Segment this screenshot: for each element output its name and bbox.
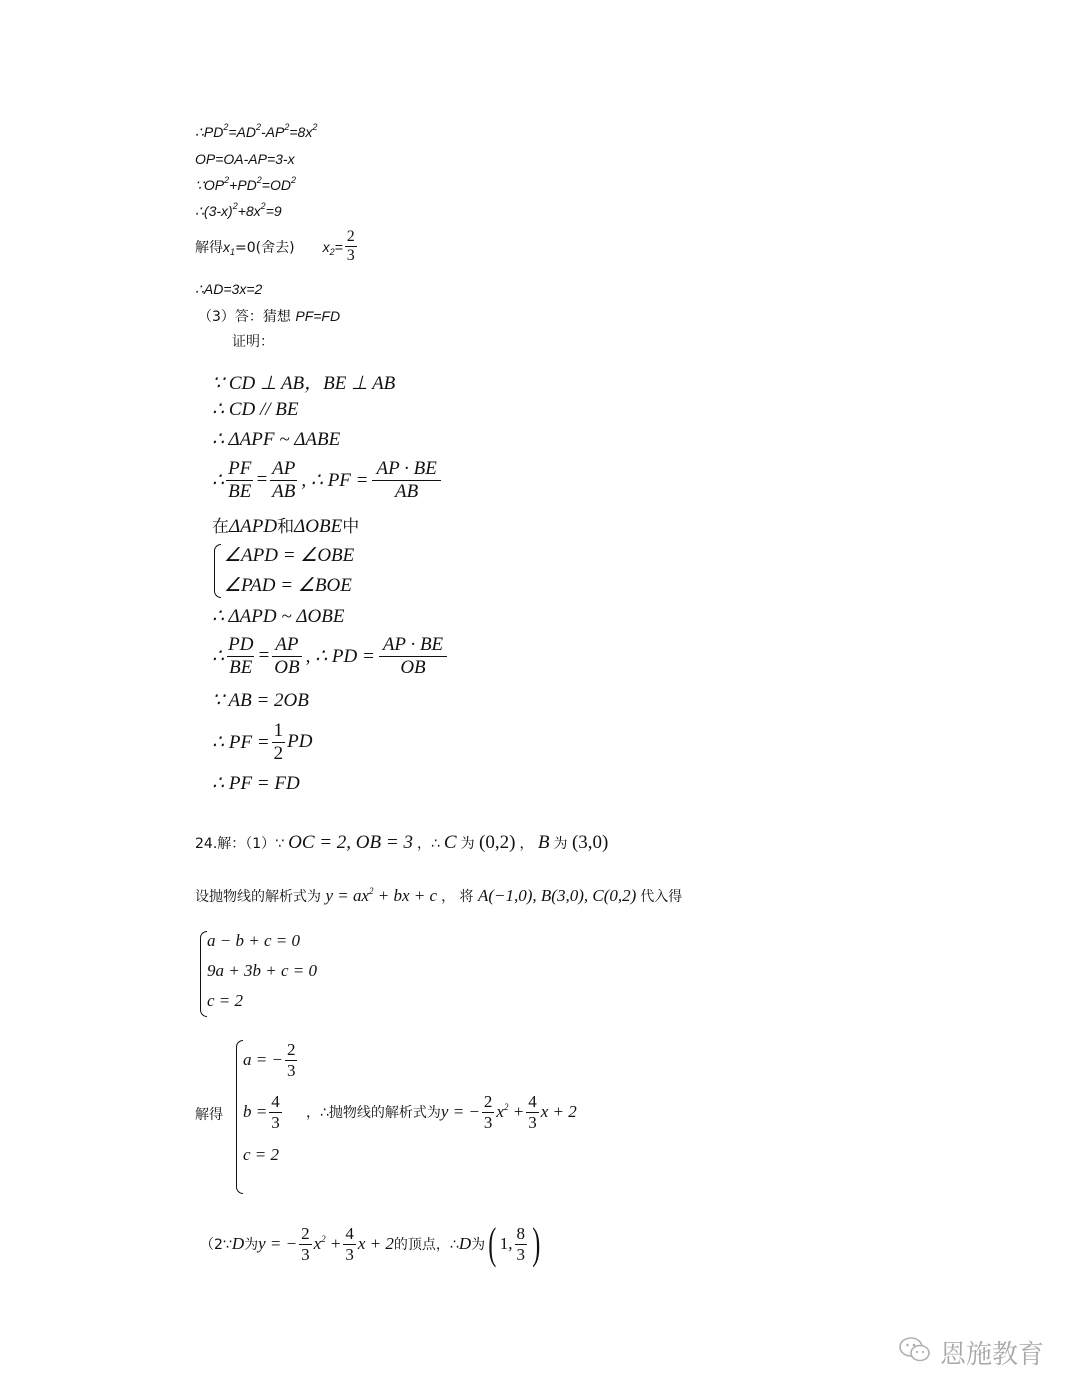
proof-conclusion: ∴ PF = FD: [212, 773, 300, 794]
proof-step-1: ∵ CD ⊥ AB，BE ⊥ AB: [212, 373, 396, 394]
result-b: b = $\frac{4}{3}$: [243, 1092, 280, 1132]
line-solve-x: 解得 $x_1=0$(舍去) $x_2=$ $\frac{2}{3}$: [195, 228, 355, 265]
system-brace: [214, 544, 221, 598]
line-ad-result: ∴AD=3x=2: [195, 281, 263, 297]
q24-line-2: 设抛物线的解析式为 $y = ax^2$ + bx + c ， 将 A(−1,0), B(3,0), C(0,2) 代入得: [195, 886, 683, 905]
part3-heading: （3）答：猜想 PF=FD: [198, 308, 341, 325]
line-pythagoras: $\because OP^2+PD^2=OD^2$: [195, 175, 296, 193]
system-brace-2: [200, 931, 207, 1017]
proof-step-3: ∴ ΔAPF ~ ΔABE: [212, 429, 341, 450]
proof-step-10: ∴ PF = $\frac{1}{2}$ PD: [212, 720, 313, 764]
proof-step-5: 在ΔAPD和ΔOBE中: [212, 516, 360, 537]
proof-step-9: ∵ AB = 2OB: [212, 690, 309, 711]
angle-eq-2: ∠PAD = ∠BOE: [224, 575, 352, 596]
system-eq-2: 9a + 3b + c = 0: [207, 961, 317, 980]
proof-step-7: ∴ ΔAPD ~ ΔOBE: [212, 606, 345, 627]
proof-step-4: ∴ $\frac{PF}{BE}$ = $\frac{AP}{AB}$ , ∴ PF = $\frac{AP \cdot BE}{AB}$: [212, 458, 441, 503]
q24-line-1: 24.解：（1）∵ OC = 2, OB = 3 ，∴ C 为 (0,2) ， B 为 (3,0): [195, 832, 609, 853]
watermark: [898, 1334, 1044, 1371]
system-eq-1: a − b + c = 0: [207, 931, 300, 950]
result-a: a = − $\frac{2}{3}$: [243, 1040, 296, 1080]
proof-step-8: ∴ $\frac{PD}{BE}$ = $\frac{AP}{OB}$ , ∴ PD = $\frac{AP \cdot BE}{OB}$: [212, 634, 447, 679]
result-brace: [236, 1040, 243, 1194]
angle-eq-1: ∠APD = ∠OBE: [224, 545, 355, 566]
line-pd-squared: $\therefore PD^2=AD^2-AP^2=8x^2$: [195, 122, 318, 140]
proof-step-2: ∴ CD // BE: [212, 399, 299, 420]
watermark-text: 恩施教育: [939, 1340, 1044, 1370]
proof-label: 证明：: [232, 334, 274, 350]
line-equation: $\therefore(3-x)^2+8x^2=9$: [195, 201, 282, 219]
line-op: OP=OA-AP=3-x: [195, 151, 295, 167]
system-eq-3: c = 2: [207, 991, 244, 1010]
parabola-expression: ，∴抛物线的解析式为 y = − $\frac{2}{3}$ $x^2$ + $\frac{4}{3}$ x + 2: [306, 1092, 577, 1132]
wechat-icon: [898, 1336, 932, 1369]
solve-label: 解得: [195, 1107, 223, 1123]
result-c: c = 2: [243, 1145, 280, 1164]
vertex-line: （2∵ D 为 y = − $\frac{2}{3}$ $x^2$ + $\frac{4}{3}$ x + 2 的顶点，∴ D 为 ( 1, $\frac{8}{3}$ ): [200, 1219, 541, 1268]
